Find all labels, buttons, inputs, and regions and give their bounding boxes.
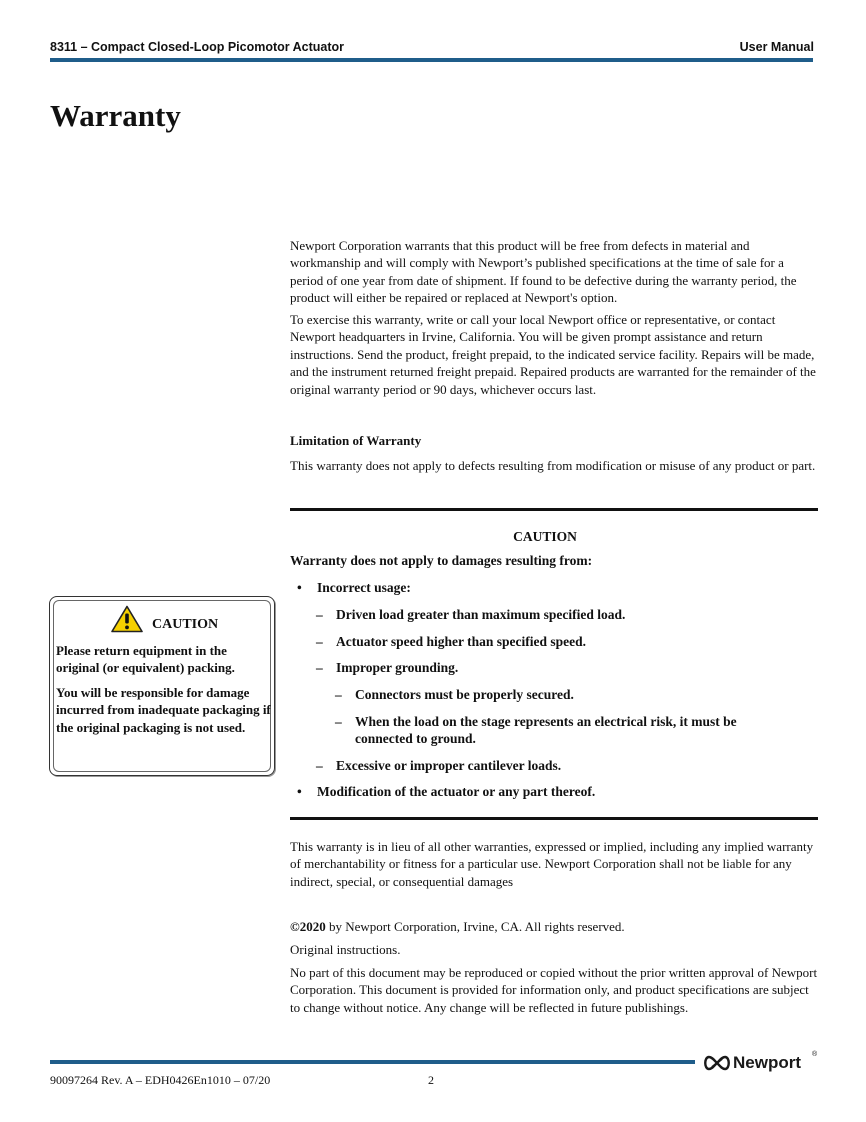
warranty-paragraph — [290, 237, 818, 307]
caution-bottom-rule — [290, 817, 818, 820]
caution-lead: Warranty does not apply to damages resulting from: — [290, 553, 593, 568]
caution-item — [297, 783, 797, 800]
copyright-text: by Newport Corporation, Irvine, CA. All rights reserved. — [325, 919, 625, 934]
side-caution-text: You will be responsible for damage incurred from inadequate packaging if the original packaging is not used. — [56, 685, 271, 735]
limitation-heading: Limitation of Warranty — [290, 433, 422, 448]
original-instructions-text: Original instructions. — [290, 942, 401, 957]
lieu-text: This warranty is in lieu of all other warranties, expressed or implied, including any implied warranty of merchantability or fitness for a particular use. Newport Corporation shall not be liable for any indirect, special, or consequential damages — [290, 839, 814, 889]
caution-item-text: Driven load greater than maximum specified load. — [336, 607, 626, 622]
caution-item — [316, 606, 796, 623]
footer-rule — [50, 1060, 695, 1064]
caution-item-text: Excessive or improper cantilever loads. — [336, 758, 562, 773]
newport-logo — [702, 1053, 820, 1073]
footer-doc-number: 90097264 Rev. A – EDH0426En1010 – 07/20 — [50, 1073, 271, 1087]
limitation-text: This warranty does not apply to defects resulting from modification or misuse of any product or part. — [290, 458, 816, 473]
caution-item-text: When the load on the stage represents an electrical risk, it must be connected to ground. — [355, 714, 737, 747]
dash-marker: – — [316, 660, 323, 675]
registered-mark: ® — [812, 1051, 818, 1058]
caution-item — [316, 633, 796, 650]
warning-triangle-icon — [111, 605, 143, 633]
dash-marker: – — [316, 607, 323, 622]
caution-item-text: Connectors must be properly secured. — [355, 687, 574, 702]
caution-top-rule — [290, 508, 818, 511]
exercise-warranty-text: To exercise this warranty, write or call your local Newport office or representative, or contact Newport headquarters in Irvine, California. You will be given prompt assistance and return instructions. Send the product, freight prepaid, to the indicated service facility. Repairs will be made, and the instrument returned freight prepaid. Repaired products are warranted for the remainder of the original warranty period or 90 days, whichever occurs last. — [290, 312, 816, 397]
limitation-paragraph — [290, 457, 818, 474]
caution-item — [335, 686, 795, 703]
copyright-line — [290, 918, 818, 935]
caution-item — [335, 713, 775, 748]
exercise-warranty-paragraph — [290, 311, 818, 398]
caution-item-text: Improper grounding. — [336, 660, 459, 675]
dash-marker: – — [335, 687, 342, 702]
caution-item — [316, 757, 796, 774]
newport-logo-icon — [702, 1055, 732, 1071]
caution-item — [297, 579, 797, 596]
caution-item-text: Modification of the actuator or any part thereof. — [317, 784, 596, 799]
caution-item-text: Incorrect usage: — [317, 580, 411, 595]
header-rule — [50, 58, 813, 62]
caution-heading: CAUTION — [513, 529, 577, 544]
lieu-paragraph — [290, 838, 818, 890]
original-instructions — [290, 941, 818, 958]
side-caution-text: Please return equipment in the original (or equivalent) packing. — [56, 643, 235, 676]
dash-marker: – — [335, 714, 342, 729]
caution-item-text: Actuator speed higher than specified speed. — [336, 634, 587, 649]
caution-item — [316, 659, 796, 676]
dash-marker: – — [316, 758, 323, 773]
header-doc-type: User Manual — [739, 40, 814, 54]
page-title: Warranty — [50, 98, 181, 133]
dash-marker: – — [316, 634, 323, 649]
newport-logo-text: Newport — [733, 1053, 801, 1072]
bullet-marker: • — [297, 580, 302, 595]
header-doc-title: 8311 – Compact Closed-Loop Picomotor Actuator — [50, 40, 345, 54]
side-caution-title: CAUTION — [152, 617, 219, 632]
no-part-text: No part of this document may be reproduced or copied without the prior written approval of Newport Corporation. This document is provided for information only, and product specifications are subject to change without notice. Any change will be reflected in future publishings. — [290, 965, 818, 1015]
bullet-marker: • — [297, 784, 302, 799]
page-number: 2 — [428, 1073, 434, 1087]
no-part-paragraph — [290, 964, 818, 1016]
warranty-paragraph-text: Newport Corporation warrants that this product will be free from defects in material and workmanship and will comply with Newport’s published specifications at the time of sale for a period of one year from date of shipment. If found to be defective during the warranty period, the product will either be repaired or replaced at Newport's option. — [290, 238, 797, 306]
copyright-year: ©2020 — [290, 919, 326, 934]
side-caution-box — [49, 596, 275, 776]
